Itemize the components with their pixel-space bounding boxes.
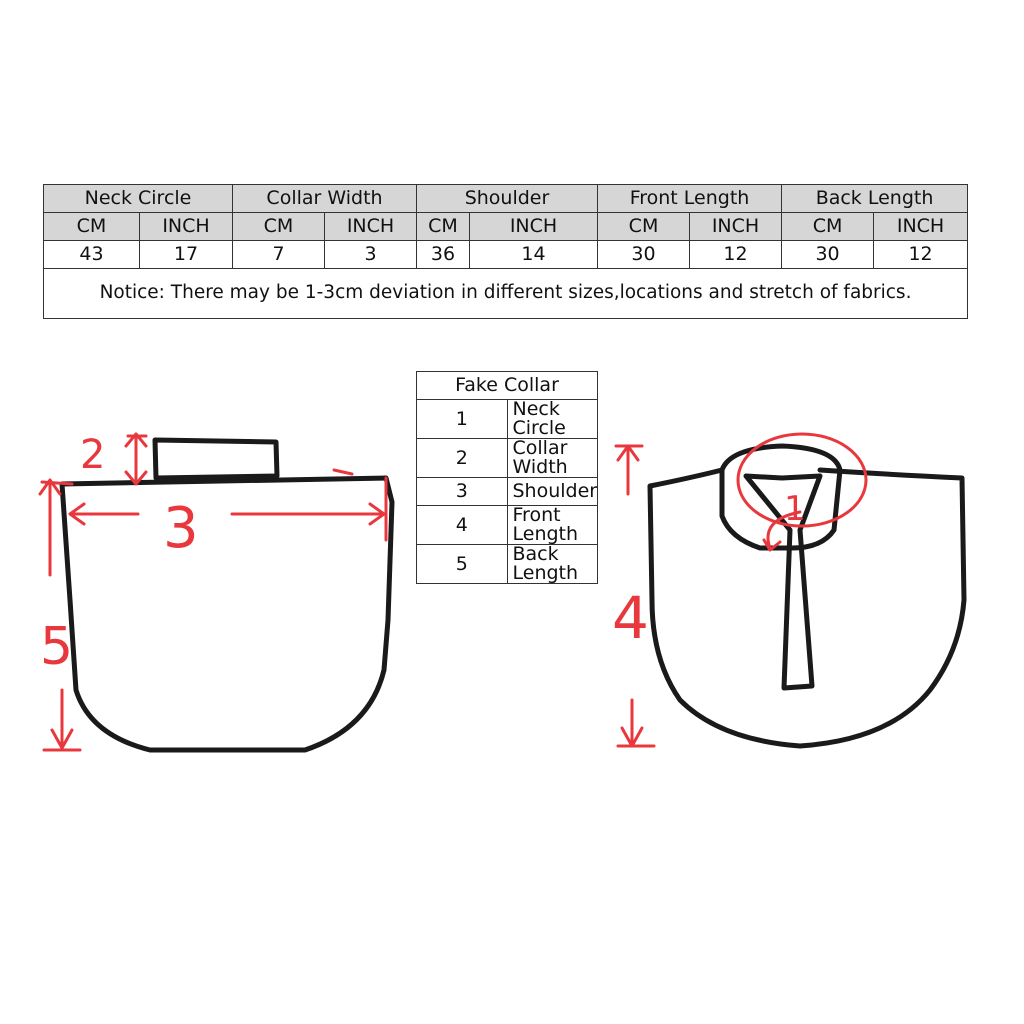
shoulder-marker: 3 [163, 496, 199, 561]
collar-width-marker: 2 [80, 432, 106, 478]
header-front-length: Front Length [598, 185, 782, 213]
back-collar-band [155, 440, 277, 478]
legend-label: Back Length [507, 545, 598, 584]
legend-title: Fake Collar [417, 372, 598, 400]
front-view-sketch [650, 446, 964, 746]
front-length-marker: 4 [612, 584, 649, 652]
header-neck-circle: Neck Circle [44, 185, 233, 213]
value-cell: 12 [690, 241, 782, 269]
legend-num: 5 [417, 545, 508, 584]
collar-width-arrow [126, 434, 146, 484]
header-collar-width: Collar Width [233, 185, 417, 213]
unit-cell: INCH [690, 213, 782, 241]
value-cell: 30 [782, 241, 874, 269]
unit-cell: INCH [325, 213, 417, 241]
value-cell: 36 [417, 241, 470, 269]
legend-num: 4 [417, 506, 508, 545]
neck-circle-label: 1 [784, 489, 806, 529]
front-placket [746, 476, 820, 688]
unit-cell: CM [44, 213, 140, 241]
unit-cell: INCH [140, 213, 233, 241]
legend-label: Collar Width [507, 439, 598, 478]
value-cell: 17 [140, 241, 233, 269]
back-length-arrow [40, 480, 80, 750]
unit-cell: CM [598, 213, 690, 241]
unit-cell: INCH [874, 213, 968, 241]
unit-cell: INCH [470, 213, 598, 241]
legend-num: 3 [417, 478, 508, 506]
back-view-sketch [62, 440, 392, 750]
back-collar-body [62, 478, 392, 750]
value-cell: 3 [325, 241, 417, 269]
value-cell: 12 [874, 241, 968, 269]
front-collar-stand [722, 446, 840, 548]
legend-label: Neck Circle [507, 400, 598, 439]
legend-num: 1 [417, 400, 508, 439]
value-cell: 14 [470, 241, 598, 269]
value-cell: 30 [598, 241, 690, 269]
legend-num: 2 [417, 439, 508, 478]
legend-label: Front Length [507, 506, 598, 545]
value-cell: 43 [44, 241, 140, 269]
unit-cell: CM [233, 213, 325, 241]
back-length-marker: 5 [40, 617, 74, 677]
value-cell: 7 [233, 241, 325, 269]
legend-label: Shoulder [507, 478, 598, 506]
header-back-length: Back Length [782, 185, 968, 213]
header-shoulder: Shoulder [417, 185, 598, 213]
notice-text: Notice: There may be 1-3cm deviation in different sizes,locations and stretch of fabrics. [44, 269, 968, 319]
unit-cell: CM [417, 213, 470, 241]
unit-cell: CM [782, 213, 874, 241]
